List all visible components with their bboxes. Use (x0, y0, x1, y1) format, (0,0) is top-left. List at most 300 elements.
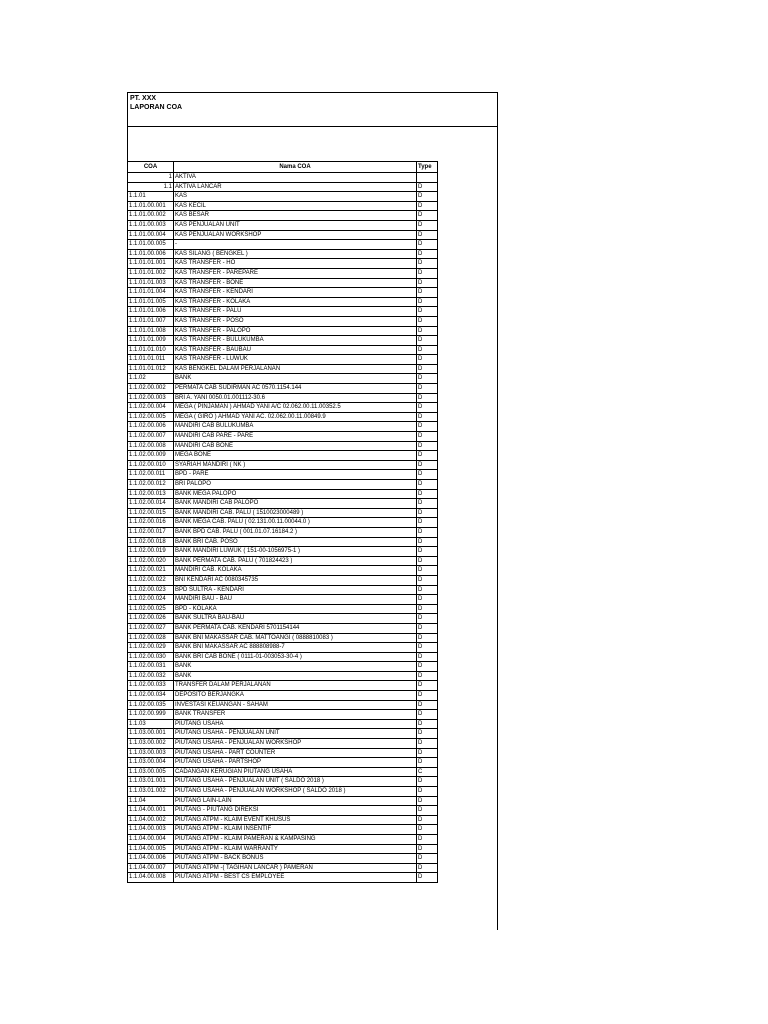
table-row (128, 422, 438, 432)
coa-code-cell: 1.1.03.00.002 (128, 739, 174, 749)
coa-type-cell: D (417, 192, 438, 202)
coa-code-cell: 1.1.02.00.027 (128, 623, 174, 633)
coa-name-cell: PIUTANG USAHA - PENJUALAN UNIT (174, 729, 417, 739)
coa-code-cell: 1.1.03.01.001 (128, 777, 174, 787)
coa-code-cell: 1.1.03 (128, 719, 174, 729)
coa-type-cell: D (417, 384, 438, 394)
coa-type-cell: D (417, 806, 438, 816)
table-row (128, 806, 438, 816)
table-row (128, 249, 438, 259)
coa-name-cell: TRANSFER DALAM PERJALANAN (174, 681, 417, 691)
coa-type-cell: D (417, 556, 438, 566)
coa-type-cell: D (417, 662, 438, 672)
coa-name-cell: PIUTANG LAIN-LAIN (174, 796, 417, 806)
table-row (128, 326, 438, 336)
coa-type-cell: D (417, 326, 438, 336)
coa-code-cell: 1.1.04.00.004 (128, 834, 174, 844)
coa-name-cell: BPD - PARE (174, 470, 417, 480)
coa-name-cell: KAS TRANSFER - PAREPARE (174, 268, 417, 278)
coa-type-cell: D (417, 739, 438, 749)
coa-type-cell: D (417, 633, 438, 643)
coa-code-cell: 1.1.04.00.006 (128, 854, 174, 864)
table-row (128, 173, 438, 183)
coa-code-cell: 1.1.01.01.002 (128, 268, 174, 278)
table-row (128, 451, 438, 461)
coa-type-cell: D (417, 787, 438, 797)
table-row (128, 460, 438, 470)
coa-code-cell: 1.1.02.00.007 (128, 432, 174, 442)
table-row (128, 499, 438, 509)
coa-code-cell: 1.1.01.01.011 (128, 355, 174, 365)
table-row (128, 211, 438, 221)
coa-code-cell: 1.1.04.00.002 (128, 815, 174, 825)
coa-code-cell: 1.1.02.00.005 (128, 412, 174, 422)
table-row (128, 614, 438, 624)
coa-type-cell: D (417, 681, 438, 691)
coa-name-cell: PIUTANG USAHA - PARTSHOP (174, 758, 417, 768)
table-row (128, 643, 438, 653)
coa-code-cell: 1.1.01.00.001 (128, 201, 174, 211)
coa-name-cell: MEGA ( PINJAMAN ) AHMAD YANI A/C 02.062.00.11.00352.5 (174, 403, 417, 413)
coa-type-cell: D (417, 815, 438, 825)
coa-code-cell: 1.1.01.01.008 (128, 326, 174, 336)
coa-name-cell: MEGA ( GIRO ) AHMAD YANI AC. 02.062.00.11.00849.9 (174, 412, 417, 422)
table-row (128, 767, 438, 777)
table-row (128, 441, 438, 451)
coa-type-cell: D (417, 758, 438, 768)
coa-name-cell: KAS BESAR (174, 211, 417, 221)
table-row (128, 681, 438, 691)
coa-name-cell: KAS TRANSFER - KOLAKA (174, 297, 417, 307)
coa-name-cell: BANK BRI CAB BONE ( 0111-01-003053-30-4 ) (174, 652, 417, 662)
coa-type-cell: D (417, 268, 438, 278)
coa-code-cell: 1.1.01 (128, 192, 174, 202)
coa-name-cell: BANK PERMATA CAB. KENDARI 5701154144 (174, 623, 417, 633)
coa-type-cell: D (417, 249, 438, 259)
coa-type-cell: D (417, 297, 438, 307)
table-row (128, 537, 438, 547)
coa-type-cell: D (417, 470, 438, 480)
coa-type-cell: D (417, 595, 438, 605)
coa-name-cell: KAS SILANG ( BENGKEL ) (174, 249, 417, 259)
coa-code-cell: 1.1.02.00.010 (128, 460, 174, 470)
coa-code-cell: 1.1.04.00.001 (128, 806, 174, 816)
coa-name-cell: KAS TRANSFER - BULUKUMBA (174, 336, 417, 346)
table-row (128, 527, 438, 537)
coa-name-cell: BANK TRANSFER (174, 710, 417, 720)
coa-name-cell: DEPOSITO BERJANGKA (174, 691, 417, 701)
company-name: PT. XXX (130, 95, 157, 102)
coa-code-cell: 1 (128, 173, 174, 183)
coa-type-cell: D (417, 700, 438, 710)
coa-type-cell: D (417, 364, 438, 374)
coa-name-cell: PIUTANG ATPM - BACK BONUS (174, 854, 417, 864)
table-row (128, 403, 438, 413)
table-row (128, 834, 438, 844)
coa-code-cell: 1.1.04.00.005 (128, 844, 174, 854)
coa-code-cell: 1.1.04.00.008 (128, 873, 174, 883)
coa-code-cell: 1.1.01.01.001 (128, 259, 174, 269)
coa-report-sheet (127, 92, 498, 930)
table-row (128, 547, 438, 557)
table-row (128, 575, 438, 585)
table-row (128, 268, 438, 278)
coa-code-cell: 1.1.02.00.032 (128, 671, 174, 681)
coa-name-cell: MANDIRI CAB PARE - PARE (174, 432, 417, 442)
coa-type-cell: D (417, 412, 438, 422)
coa-type-cell: D (417, 604, 438, 614)
coa-code-cell: 1.1.02.00.020 (128, 556, 174, 566)
coa-name-cell: MANDIRI CAB BONE (174, 441, 417, 451)
report-header (127, 93, 497, 126)
header-separator (127, 126, 497, 161)
coa-code-cell: 1.1.02.00.008 (128, 441, 174, 451)
table-row (128, 518, 438, 528)
coa-code-cell: 1.1.02.00.025 (128, 604, 174, 614)
coa-code-cell: 1.1.03.00.005 (128, 767, 174, 777)
coa-name-cell: PERMATA CAB SUDIRMAN AC 0570.1154.144 (174, 384, 417, 394)
table-row (128, 700, 438, 710)
coa-code-cell: 1.1.02.00.999 (128, 710, 174, 720)
coa-code-cell: 1.1.03.00.001 (128, 729, 174, 739)
coa-name-cell: BANK SULTRA BAU-BAU (174, 614, 417, 624)
coa-code-cell: 1.1.01.00.004 (128, 230, 174, 240)
coa-code-cell: 1.1.01.01.005 (128, 297, 174, 307)
table-row (128, 729, 438, 739)
coa-type-cell: D (417, 566, 438, 576)
coa-name-cell: BPD - KOLAKA (174, 604, 417, 614)
coa-name-cell: SYARIAH MANDIRI ( NK ) (174, 460, 417, 470)
table-row (128, 844, 438, 854)
table-row (128, 652, 438, 662)
coa-code-cell: 1.1.02.00.026 (128, 614, 174, 624)
coa-name-cell: PIUTANG USAHA (174, 719, 417, 729)
coa-code-cell: 1.1.03.00.004 (128, 758, 174, 768)
coa-code-cell: 1.1.01.01.004 (128, 288, 174, 298)
table-row (128, 480, 438, 490)
coa-name-cell: KAS TRANSFER - KENDARI (174, 288, 417, 298)
coa-type-cell: D (417, 489, 438, 499)
coa-name-cell: BANK (174, 671, 417, 681)
coa-code-cell: 1.1.02.00.031 (128, 662, 174, 672)
coa-code-cell: 1.1.01.01.007 (128, 316, 174, 326)
table-row (128, 230, 438, 240)
coa-code-cell: 1.1.02.00.034 (128, 691, 174, 701)
coa-code-cell: 1.1.02.00.019 (128, 547, 174, 557)
column-header-coa: COA (128, 162, 174, 173)
table-row (128, 192, 438, 202)
table-row (128, 259, 438, 269)
coa-code-cell: 1.1.02.00.017 (128, 527, 174, 537)
coa-code-cell: 1.1.02.00.015 (128, 508, 174, 518)
coa-name-cell: CADANGAN KERUGIAN PIUTANG USAHA (174, 767, 417, 777)
coa-code-cell: 1.1.01.01.009 (128, 336, 174, 346)
table-row (128, 739, 438, 749)
coa-name-cell: PIUTANG - PIUTANG DIREKSI (174, 806, 417, 816)
coa-name-cell: BANK MANDIRI LUWUK ( 151-00-1056975-1 ) (174, 547, 417, 557)
coa-code-cell: 1.1.01.00.006 (128, 249, 174, 259)
coa-type-cell: D (417, 518, 438, 528)
coa-code-cell: 1.1.02.00.014 (128, 499, 174, 509)
table-row (128, 364, 438, 374)
coa-type-cell: D (417, 288, 438, 298)
report-title: LAPORAN COA (130, 104, 183, 111)
coa-name-cell: MANDIRI CAB BULUKUMBA (174, 422, 417, 432)
coa-type-cell: D (417, 825, 438, 835)
table-row (128, 595, 438, 605)
table-row (128, 220, 438, 230)
coa-code-cell: 1.1.02 (128, 374, 174, 384)
coa-type-cell: D (417, 748, 438, 758)
coa-name-cell: MANDIRI BAU - BAU (174, 595, 417, 605)
coa-type-cell: D (417, 643, 438, 653)
table-row (128, 863, 438, 873)
table-row (128, 748, 438, 758)
coa-type-cell: D (417, 777, 438, 787)
table-row (128, 355, 438, 365)
coa-name-cell: BRI A. YANI 0050.01.001112-30.6 (174, 393, 417, 403)
table-row (128, 825, 438, 835)
coa-code-cell: 1.1.02.00.016 (128, 518, 174, 528)
coa-type-cell: D (417, 345, 438, 355)
coa-code-cell: 1.1.03.00.003 (128, 748, 174, 758)
table-row (128, 758, 438, 768)
coa-code-cell: 1.1.02.00.004 (128, 403, 174, 413)
coa-type-cell: D (417, 480, 438, 490)
table-row (128, 345, 438, 355)
coa-code-cell: 1.1.01.00.003 (128, 220, 174, 230)
coa-name-cell: KAS KECIL (174, 201, 417, 211)
coa-type-cell: D (417, 796, 438, 806)
coa-code-cell: 1.1.01.00.005 (128, 240, 174, 250)
coa-type-cell: D (417, 691, 438, 701)
coa-code-cell: 1.1.02.00.033 (128, 681, 174, 691)
coa-name-cell: BANK MEGA PALOPO (174, 489, 417, 499)
coa-name-cell: KAS TRANSFER - LUWUK (174, 355, 417, 365)
table-row (128, 374, 438, 384)
coa-type-cell: D (417, 623, 438, 633)
table-row (128, 777, 438, 787)
coa-name-cell: KAS PENJUALAN WORKSHOP (174, 230, 417, 240)
coa-code-cell: 1.1.02.00.028 (128, 633, 174, 643)
table-row (128, 633, 438, 643)
coa-type-cell: D (417, 844, 438, 854)
coa-name-cell: BRI PALOPO (174, 480, 417, 490)
column-header-type: Type (417, 162, 438, 173)
table-row (128, 623, 438, 633)
coa-name-cell: PIUTANG ATPM - KLAIM EVENT KHUSUS (174, 815, 417, 825)
table-row (128, 489, 438, 499)
coa-name-cell: BANK BNI MAKASSAR AC 888808988-7 (174, 643, 417, 653)
coa-name-cell: KAS (174, 192, 417, 202)
coa-name-cell: KAS TRANSFER - PALU (174, 307, 417, 317)
table-row (128, 796, 438, 806)
table-row (128, 873, 438, 883)
coa-code-cell: 1.1.04.00.007 (128, 863, 174, 873)
table-row (128, 508, 438, 518)
table-row (128, 719, 438, 729)
coa-type-cell: D (417, 240, 438, 250)
coa-type-cell: D (417, 307, 438, 317)
table-row (128, 182, 438, 192)
coa-type-cell: D (417, 422, 438, 432)
coa-type-cell: D (417, 230, 438, 240)
coa-name-cell: KAS TRANSFER - BONE (174, 278, 417, 288)
table-row (128, 307, 438, 317)
coa-name-cell: MANDIRI CAB. KOLAKA (174, 566, 417, 576)
table-row (128, 316, 438, 326)
coa-type-cell: D (417, 710, 438, 720)
coa-name-cell: BANK BRI CAB. POSO (174, 537, 417, 547)
table-row (128, 336, 438, 346)
coa-code-cell: 1.1.02.00.002 (128, 384, 174, 394)
coa-name-cell: BANK BNI MAKASSAR CAB. MATTOANGI ( 0888810083 ) (174, 633, 417, 643)
table-row (128, 787, 438, 797)
coa-type-cell: D (417, 863, 438, 873)
coa-code-cell: 1.1.02.00.035 (128, 700, 174, 710)
coa-type-cell: D (417, 614, 438, 624)
coa-code-cell: 1.1.02.00.030 (128, 652, 174, 662)
coa-code-cell: 1.1.04 (128, 796, 174, 806)
coa-type-cell: D (417, 671, 438, 681)
coa-type-cell: D (417, 441, 438, 451)
table-row (128, 201, 438, 211)
coa-name-cell: PIUTANG ATPM - BEST CS EMPLOYEE (174, 873, 417, 883)
coa-type-cell: D (417, 336, 438, 346)
table-row (128, 470, 438, 480)
coa-name-cell: KAS TRANSFER - PALOPO (174, 326, 417, 336)
table-row (128, 432, 438, 442)
coa-type-cell: D (417, 460, 438, 470)
coa-type-cell: D (417, 652, 438, 662)
coa-type-cell: D (417, 432, 438, 442)
coa-type-cell: D (417, 201, 438, 211)
coa-name-cell: INVESTASI KEUANGAN - SAHAM (174, 700, 417, 710)
coa-name-cell: BNI KENDARI AC 0080345735 (174, 575, 417, 585)
coa-type-cell: D (417, 393, 438, 403)
coa-type-cell: D (417, 719, 438, 729)
coa-name-cell: BANK MANDIRI CAB PALOPO (174, 499, 417, 509)
coa-name-cell: AKTIVA (174, 173, 417, 183)
coa-type-cell: D (417, 499, 438, 509)
coa-name-cell: KAS BENGKEL DALAM PERJALANAN (174, 364, 417, 374)
coa-name-cell: PIUTANG ATPM -( TAGIHAN LANCAR ) PAMERAN (174, 863, 417, 873)
coa-name-cell: - (174, 240, 417, 250)
coa-name-cell: AKTIVA LANCAR (174, 182, 417, 192)
coa-name-cell: PIUTANG USAHA - PENJUALAN WORKSHOP (174, 739, 417, 749)
table-row (128, 240, 438, 250)
coa-name-cell: PIUTANG ATPM - KLAIM INSENTIF (174, 825, 417, 835)
coa-type-cell: D (417, 527, 438, 537)
table-row (128, 297, 438, 307)
coa-name-cell: BPD SULTRA - KENDARI (174, 585, 417, 595)
coa-name-cell: KAS PENJUALAN UNIT (174, 220, 417, 230)
table-row (128, 288, 438, 298)
coa-type-cell: D (417, 211, 438, 221)
coa-type-cell: D (417, 316, 438, 326)
table-row (128, 662, 438, 672)
coa-code-cell: 1.1.04.00.003 (128, 825, 174, 835)
coa-type-cell: D (417, 547, 438, 557)
coa-type-cell: D (417, 873, 438, 883)
coa-code-cell: 1.1.01.00.002 (128, 211, 174, 221)
coa-type-cell: D (417, 374, 438, 384)
coa-type-cell: D (417, 259, 438, 269)
coa-type-cell (417, 173, 438, 183)
coa-code-cell: 1.1.02.00.011 (128, 470, 174, 480)
column-header-nama-coa: Nama COA (174, 162, 417, 173)
table-row (128, 566, 438, 576)
coa-code-cell: 1.1.02.00.006 (128, 422, 174, 432)
coa-name-cell: BANK PERMATA CAB. PALU ( 701824423 ) (174, 556, 417, 566)
coa-type-cell: D (417, 729, 438, 739)
coa-code-cell: 1.1.01.01.003 (128, 278, 174, 288)
table-row (128, 278, 438, 288)
coa-code-cell: 1.1.02.00.021 (128, 566, 174, 576)
coa-name-cell: PIUTANG ATPM - KLAIM PAMERAN & KAMPASING (174, 834, 417, 844)
table-row (128, 384, 438, 394)
coa-type-cell: D (417, 220, 438, 230)
coa-code-cell: 1.1.02.00.029 (128, 643, 174, 653)
coa-code-cell: 1.1.02.00.013 (128, 489, 174, 499)
coa-type-cell: D (417, 854, 438, 864)
table-row (128, 710, 438, 720)
coa-type-cell: D (417, 508, 438, 518)
table-header-row (128, 162, 438, 173)
coa-code-cell: 1.1.01.01.006 (128, 307, 174, 317)
coa-type-cell: D (417, 403, 438, 413)
coa-code-cell: 1.1.02.00.003 (128, 393, 174, 403)
coa-code-cell: 1.1.02.00.018 (128, 537, 174, 547)
table-row (128, 556, 438, 566)
coa-name-cell: BANK (174, 374, 417, 384)
coa-table (127, 161, 438, 883)
coa-type-cell: D (417, 355, 438, 365)
coa-code-cell: 1.1.01.01.012 (128, 364, 174, 374)
coa-code-cell: 1.1.02.00.022 (128, 575, 174, 585)
coa-type-cell: D (417, 575, 438, 585)
coa-type-cell: C (417, 767, 438, 777)
table-row (128, 604, 438, 614)
coa-name-cell: BANK BPD CAB. PALU ( 001.01.07.16184.2 ) (174, 527, 417, 537)
coa-code-cell: 1.1.03.01.002 (128, 787, 174, 797)
coa-name-cell: MEGA BONE (174, 451, 417, 461)
coa-name-cell: KAS TRANSFER - BAUBAU (174, 345, 417, 355)
table-row (128, 671, 438, 681)
coa-name-cell: BANK MANDIRI CAB. PALU ( 1510023000489 ) (174, 508, 417, 518)
coa-type-cell: D (417, 537, 438, 547)
coa-type-cell: D (417, 451, 438, 461)
coa-name-cell: KAS TRANSFER - HO (174, 259, 417, 269)
coa-code-cell: 1.1.02.00.012 (128, 480, 174, 490)
table-row (128, 691, 438, 701)
coa-name-cell: BANK MEGA CAB. PALU ( 02.131.00.11.00044.0 ) (174, 518, 417, 528)
coa-name-cell: PIUTANG ATPM - KLAIM WARRANTY (174, 844, 417, 854)
coa-name-cell: PIUTANG USAHA - PENJUALAN WORKSHOP ( SALDO 2018 ) (174, 787, 417, 797)
coa-name-cell: KAS TRANSFER - POSO (174, 316, 417, 326)
coa-code-cell: 1.1 (128, 182, 174, 192)
table-row (128, 585, 438, 595)
coa-name-cell: BANK (174, 662, 417, 672)
coa-name-cell: PIUTANG USAHA - PART COUNTER (174, 748, 417, 758)
coa-code-cell: 1.1.02.00.009 (128, 451, 174, 461)
coa-code-cell: 1.1.01.01.010 (128, 345, 174, 355)
coa-type-cell: D (417, 834, 438, 844)
table-row (128, 412, 438, 422)
coa-code-cell: 1.1.02.00.023 (128, 585, 174, 595)
coa-code-cell: 1.1.02.00.024 (128, 595, 174, 605)
table-row (128, 854, 438, 864)
